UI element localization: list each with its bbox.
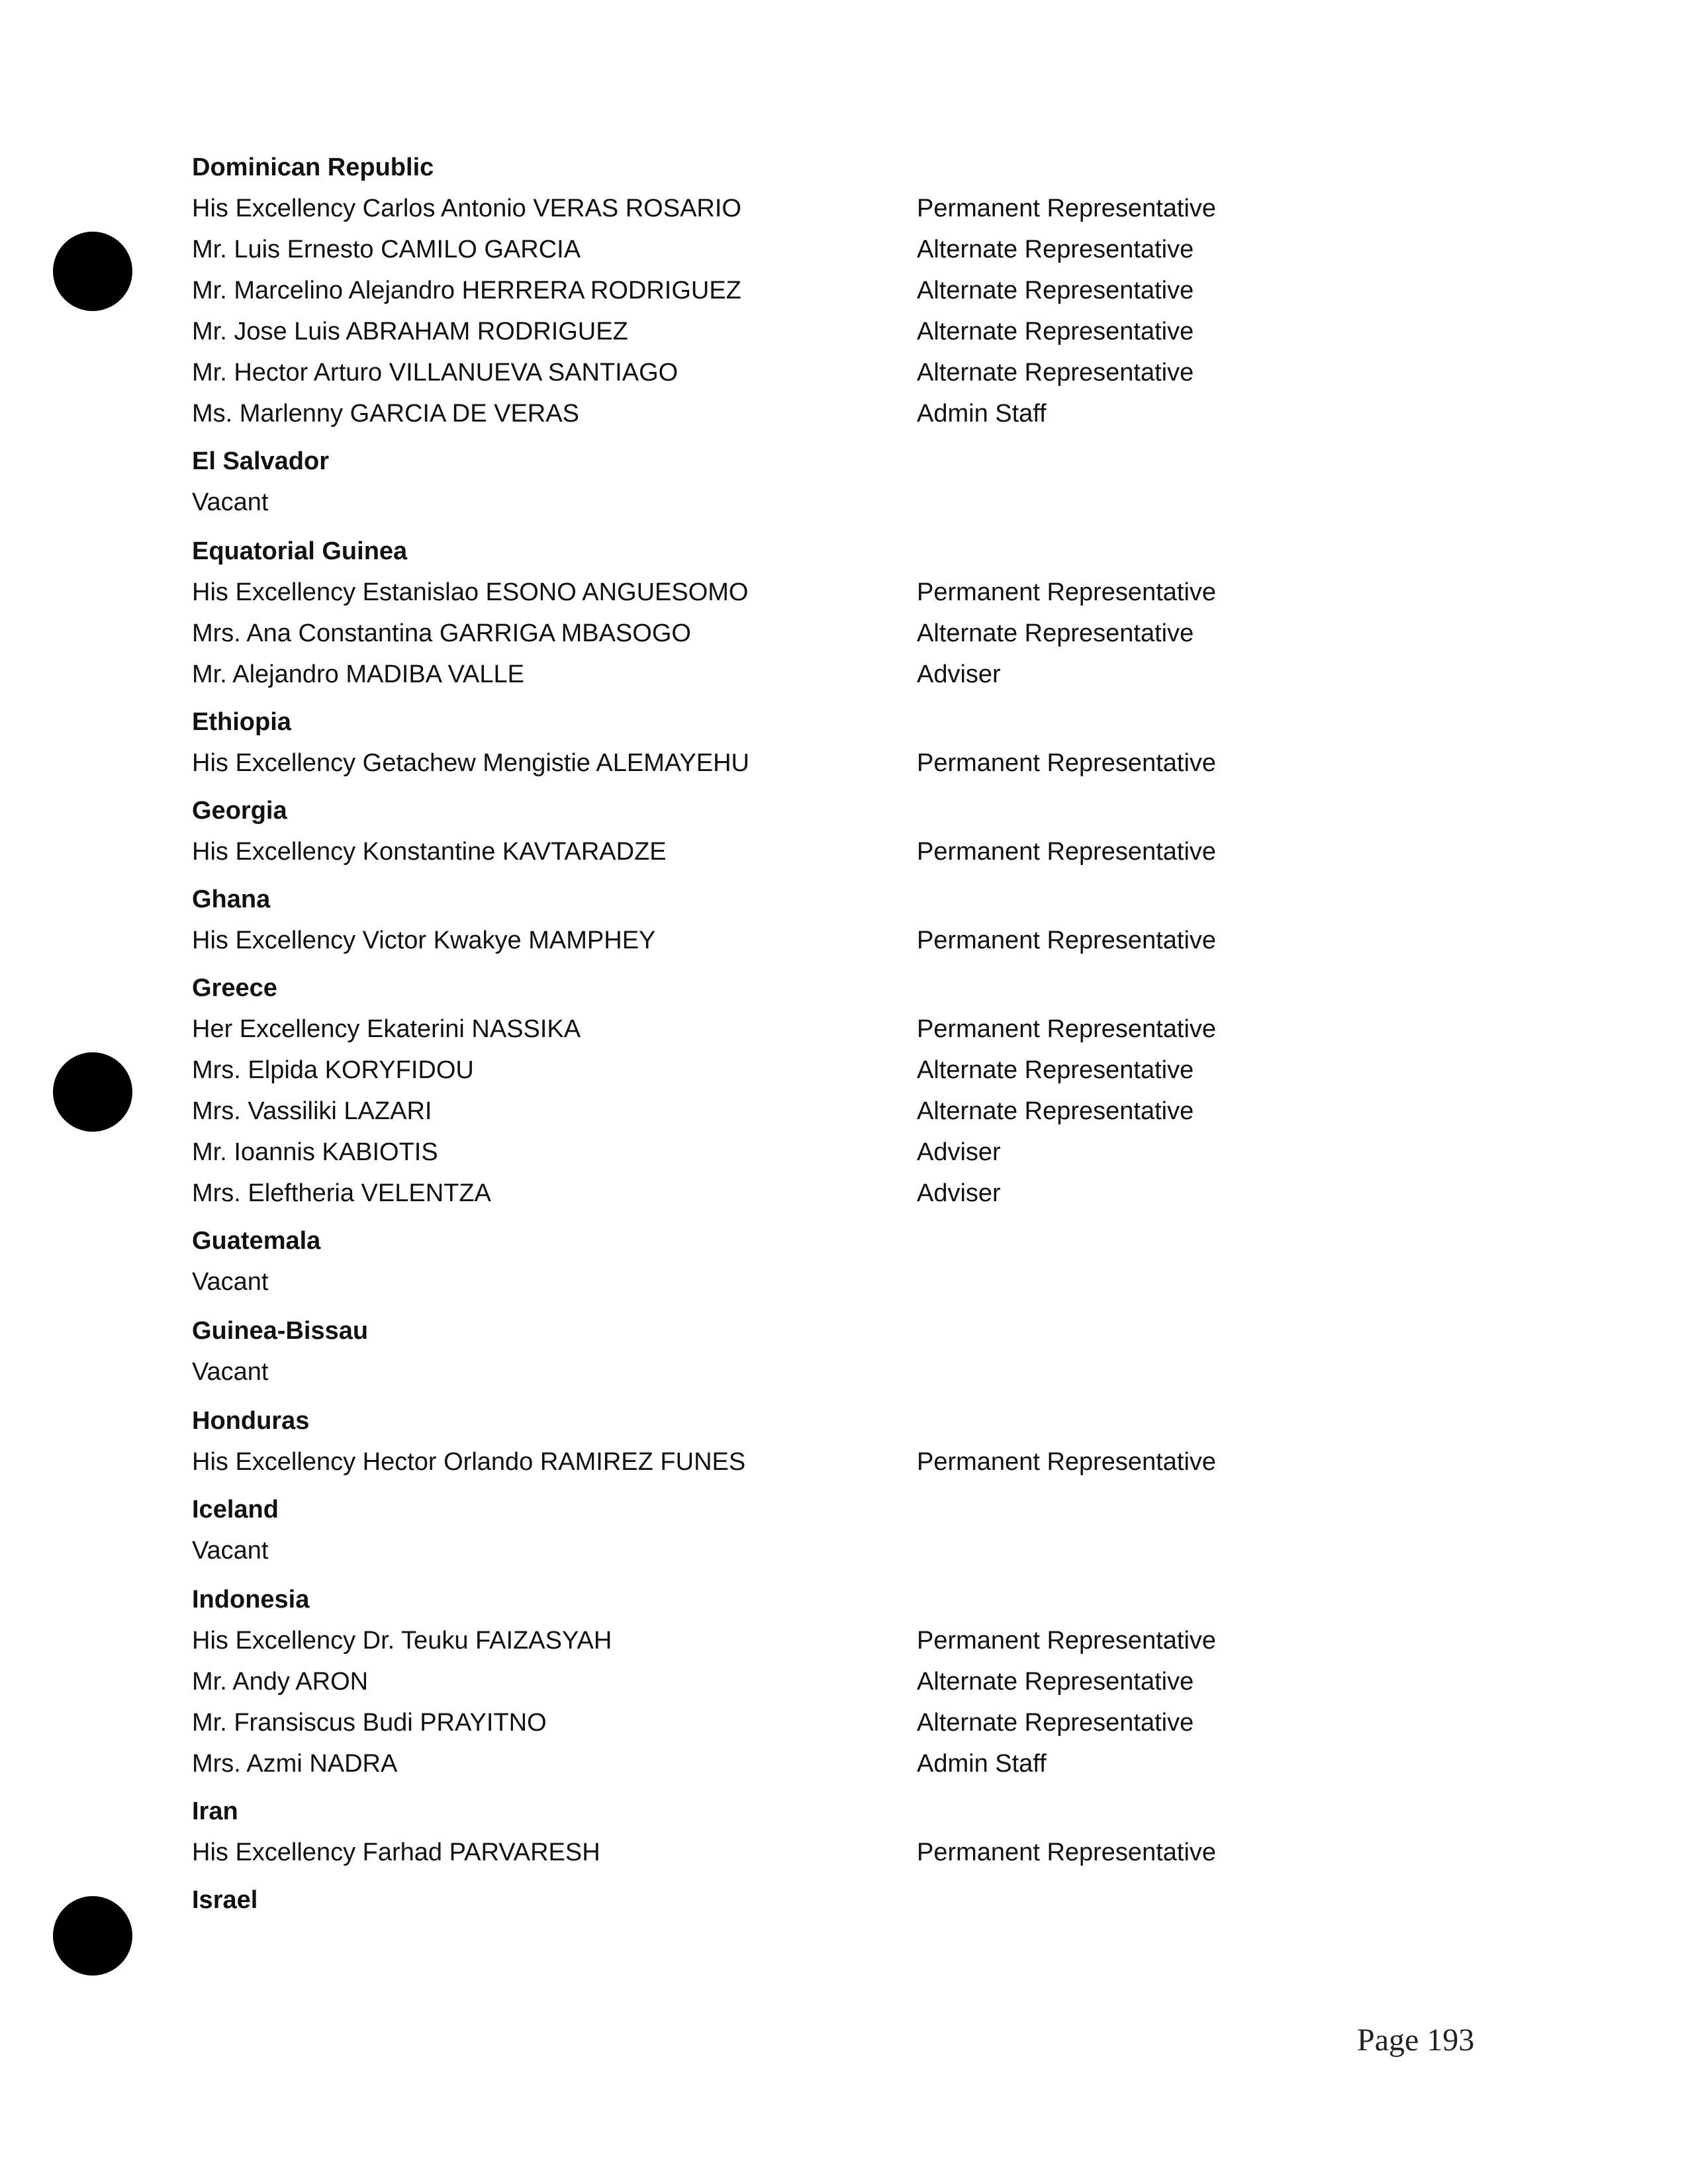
member-role: Alternate Representative xyxy=(917,359,1194,387)
member-row xyxy=(192,613,1317,654)
member-name: Mr. Luis Ernesto CAMILO GARCIA xyxy=(192,236,581,263)
member-role: Alternate Representative xyxy=(917,1668,1194,1696)
member-role: Adviser xyxy=(917,660,1001,688)
member-name: Mr. Andy ARON xyxy=(192,1668,369,1696)
member-name: Mrs. Ana Constantina GARRIGA MBASOGO xyxy=(192,619,691,647)
member-role: Admin Staff xyxy=(917,1750,1047,1778)
country-section xyxy=(192,702,1317,784)
member-role: Permanent Representative xyxy=(917,1839,1217,1866)
member-name: Mr. Jose Luis ABRAHAM RODRIGUEZ xyxy=(192,318,628,345)
country-section xyxy=(192,790,1317,872)
member-row xyxy=(192,1050,1317,1091)
country-section xyxy=(192,441,1317,523)
country-section xyxy=(192,879,1317,961)
member-name: Her Excellency Ekaterini NASSIKA xyxy=(192,1015,581,1043)
country-heading: Dominican Republic xyxy=(192,154,434,181)
member-role: Permanent Representative xyxy=(917,578,1217,606)
country-heading: Israel xyxy=(192,1886,258,1914)
delegation-list xyxy=(192,147,1317,1921)
punch-hole-mark xyxy=(53,1052,132,1132)
member-name: Mrs. Vassiliki LAZARI xyxy=(192,1097,432,1125)
country-section xyxy=(192,968,1317,1214)
member-role: Permanent Representative xyxy=(917,1015,1217,1043)
country-heading: Iran xyxy=(192,1797,238,1825)
member-row xyxy=(192,352,1317,393)
punch-hole-mark xyxy=(53,1896,132,1976)
vacant-label: Vacant xyxy=(192,1537,269,1565)
member-name: Mr. Hector Arturo VILLANUEVA SANTIAGO xyxy=(192,359,679,387)
member-name: Mrs. Eleftheria VELENTZA xyxy=(192,1179,491,1207)
member-role: Permanent Representative xyxy=(917,749,1217,777)
member-role: Admin Staff xyxy=(917,400,1047,428)
member-name: His Excellency Victor Kwakye MAMPHEY xyxy=(192,927,656,954)
member-row xyxy=(192,1620,1317,1661)
member-row xyxy=(192,1173,1317,1214)
member-row xyxy=(192,1702,1317,1743)
page-number: Page 193 xyxy=(1357,2023,1475,2058)
member-role: Adviser xyxy=(917,1179,1001,1207)
member-name: Mrs. Azmi NADRA xyxy=(192,1750,398,1778)
vacant-label: Vacant xyxy=(192,1358,269,1386)
country-heading: Greece xyxy=(192,974,277,1002)
member-row xyxy=(192,1661,1317,1702)
member-row xyxy=(192,654,1317,695)
country-heading: Honduras xyxy=(192,1407,310,1435)
member-role: Alternate Representative xyxy=(917,1097,1194,1125)
country-heading: Indonesia xyxy=(192,1586,310,1614)
member-name: Mr. Ioannis KABIOTIS xyxy=(192,1138,438,1166)
member-name: His Excellency Getachew Mengistie ALEMAYEHU xyxy=(192,749,749,777)
member-name: His Excellency Farhad PARVARESH xyxy=(192,1839,600,1866)
member-name: His Excellency Dr. Teuku FAIZASYAH xyxy=(192,1627,612,1655)
country-section xyxy=(192,1310,1317,1392)
country-section xyxy=(192,1579,1317,1784)
member-name: Ms. Marlenny GARCIA DE VERAS xyxy=(192,400,579,428)
member-name: Mrs. Elpida KORYFIDOU xyxy=(192,1056,474,1084)
country-heading: Ghana xyxy=(192,886,271,913)
member-row xyxy=(192,188,1317,229)
member-row xyxy=(192,311,1317,352)
member-row xyxy=(192,229,1317,270)
member-row xyxy=(192,743,1317,784)
country-section xyxy=(192,147,1317,434)
country-section xyxy=(192,1880,1317,1921)
country-section xyxy=(192,1489,1317,1571)
country-heading: Guatemala xyxy=(192,1227,321,1255)
member-role: Permanent Representative xyxy=(917,927,1217,954)
member-role: Permanent Representative xyxy=(917,1448,1217,1476)
country-section xyxy=(192,1791,1317,1873)
member-row xyxy=(192,270,1317,311)
vacant-label: Vacant xyxy=(192,488,269,516)
member-role: Alternate Representative xyxy=(917,1709,1194,1737)
country-heading: Guinea-Bissau xyxy=(192,1317,369,1345)
country-heading: El Salvador xyxy=(192,447,329,475)
member-row xyxy=(192,920,1317,961)
member-role: Alternate Representative xyxy=(917,1056,1194,1084)
member-row xyxy=(192,393,1317,434)
member-row xyxy=(192,1091,1317,1132)
member-name: Mr. Alejandro MADIBA VALLE xyxy=(192,660,524,688)
member-row xyxy=(192,1832,1317,1873)
country-heading: Georgia xyxy=(192,797,287,825)
member-name: His Excellency Estanislao ESONO ANGUESOMO xyxy=(192,578,749,606)
member-role: Permanent Representative xyxy=(917,1627,1217,1655)
country-section xyxy=(192,1220,1317,1302)
member-row xyxy=(192,572,1317,613)
country-heading: Iceland xyxy=(192,1496,279,1524)
country-heading: Equatorial Guinea xyxy=(192,537,408,565)
member-role: Adviser xyxy=(917,1138,1001,1166)
member-row xyxy=(192,1132,1317,1173)
punch-hole-mark xyxy=(53,232,132,311)
member-role: Alternate Representative xyxy=(917,236,1194,263)
member-row xyxy=(192,1743,1317,1784)
member-role: Permanent Representative xyxy=(917,838,1217,866)
member-name: His Excellency Carlos Antonio VERAS ROSARIO xyxy=(192,195,741,222)
member-row xyxy=(192,1441,1317,1482)
country-section xyxy=(192,1400,1317,1482)
member-name: His Excellency Hector Orlando RAMIREZ FUNES xyxy=(192,1448,746,1476)
member-role: Alternate Representative xyxy=(917,318,1194,345)
member-name: His Excellency Konstantine KAVTARADZE xyxy=(192,838,667,866)
member-role: Permanent Representative xyxy=(917,195,1217,222)
vacant-label: Vacant xyxy=(192,1268,269,1296)
member-name: Mr. Marcelino Alejandro HERRERA RODRIGUEZ xyxy=(192,277,741,304)
member-row xyxy=(192,831,1317,872)
member-row xyxy=(192,1009,1317,1050)
member-role: Alternate Representative xyxy=(917,277,1194,304)
country-section xyxy=(192,531,1317,695)
member-role: Alternate Representative xyxy=(917,619,1194,647)
member-name: Mr. Fransiscus Budi PRAYITNO xyxy=(192,1709,547,1737)
country-heading: Ethiopia xyxy=(192,708,291,736)
